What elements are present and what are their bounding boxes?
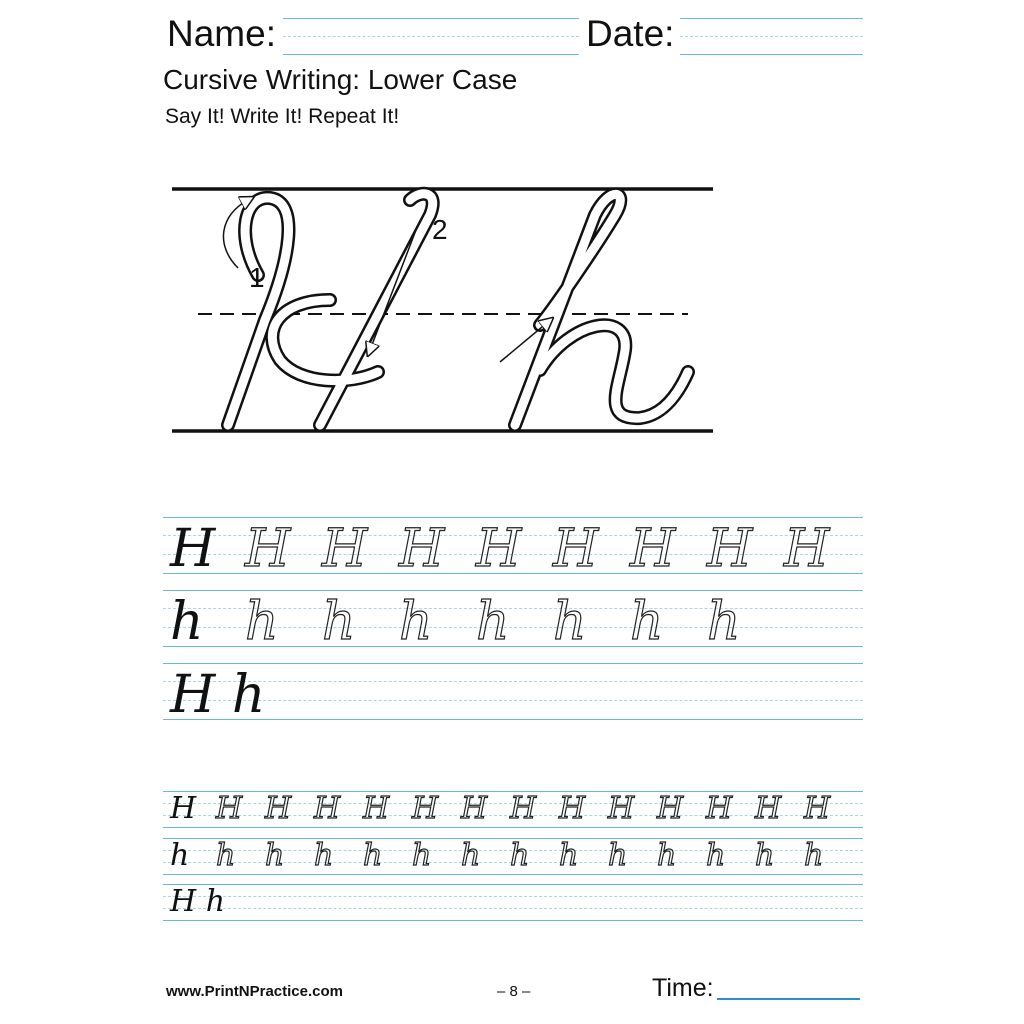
- traced-letter: H: [476, 519, 522, 579]
- stroke-1-arrow-icon: [223, 200, 248, 268]
- traced-letter: H: [216, 791, 243, 826]
- time-label: Time:: [652, 974, 714, 1002]
- traced-letter: h: [707, 592, 741, 652]
- traced-letter: H: [265, 791, 292, 826]
- traced-letter: H: [412, 791, 439, 826]
- guide-line: [163, 517, 863, 518]
- traced-letter: H: [630, 519, 676, 579]
- traced-letter: h: [630, 592, 664, 652]
- traced-letter: h: [553, 592, 587, 652]
- traced-letter: H: [322, 519, 368, 579]
- guide-mid-line: [163, 908, 863, 909]
- guide-line: [163, 590, 863, 591]
- traced-letter: H: [245, 519, 291, 579]
- guide-letter: H: [170, 519, 216, 579]
- traced-letter: H: [804, 791, 831, 826]
- traced-letter: h: [706, 838, 726, 873]
- name-label: Name:: [167, 13, 276, 54]
- traced-letter: h: [755, 838, 775, 873]
- traced-letter: H: [510, 791, 537, 826]
- guide-letter: H h: [170, 884, 226, 919]
- traced-letter: H: [707, 519, 753, 579]
- guide-letter: H h: [170, 665, 266, 725]
- guide-line: [163, 719, 863, 720]
- traced-letter: h: [608, 838, 628, 873]
- guide-line: [163, 827, 863, 828]
- traced-letter: H: [657, 791, 684, 826]
- traced-letter: H: [706, 791, 733, 826]
- traced-letter: H: [608, 791, 635, 826]
- traced-letter: h: [510, 838, 530, 873]
- traced-letter: H: [755, 791, 782, 826]
- guide-letter: h: [170, 838, 190, 873]
- traced-letter: h: [265, 838, 285, 873]
- guide-line: [163, 663, 863, 664]
- traced-letter: H: [314, 791, 341, 826]
- lower-h-arrow-icon: [500, 322, 548, 362]
- stroke-number-2: 2: [432, 214, 448, 245]
- model-upper-h: [228, 194, 433, 425]
- time-field[interactable]: [717, 998, 860, 1000]
- traced-letter: h: [363, 838, 383, 873]
- date-field[interactable]: [680, 18, 863, 56]
- traced-letter: H: [784, 519, 830, 579]
- traced-letter: H: [553, 519, 599, 579]
- guide-line: [163, 920, 863, 921]
- traced-letter: H: [461, 791, 488, 826]
- date-label: Date:: [586, 13, 675, 54]
- stroke-2-arrow-icon: [370, 230, 416, 350]
- worksheet-title: Cursive Writing: Lower Case: [163, 64, 518, 95]
- traced-letter: h: [657, 838, 677, 873]
- guide-letter: H: [170, 791, 197, 826]
- traced-letter: h: [399, 592, 433, 652]
- traced-letter: h: [804, 838, 824, 873]
- model-lower-h: [515, 194, 688, 425]
- traced-letter: h: [322, 592, 356, 652]
- guide-line: [163, 884, 863, 885]
- guide-mid-line: [163, 896, 863, 897]
- traced-letter: h: [559, 838, 579, 873]
- guide-line: [163, 874, 863, 875]
- traced-letter: h: [476, 592, 510, 652]
- traced-letter: h: [314, 838, 334, 873]
- traced-letter: H: [363, 791, 390, 826]
- guide-letter: h: [170, 592, 204, 652]
- traced-letter: h: [216, 838, 236, 873]
- traced-letter: h: [461, 838, 481, 873]
- worksheet-subtitle: Say It! Write It! Repeat It!: [165, 105, 400, 128]
- traced-letter: h: [412, 838, 432, 873]
- stroke-number-1: 1: [249, 262, 265, 293]
- traced-letter: H: [559, 791, 586, 826]
- traced-letter: h: [245, 592, 279, 652]
- guide-mid-line: [163, 681, 863, 682]
- footer-url[interactable]: www.PrintNPractice.com: [166, 983, 343, 1000]
- page-number: – 8 –: [497, 983, 531, 1000]
- name-field[interactable]: [283, 18, 579, 56]
- traced-letter: H: [399, 519, 445, 579]
- guide-mid-line: [163, 700, 863, 701]
